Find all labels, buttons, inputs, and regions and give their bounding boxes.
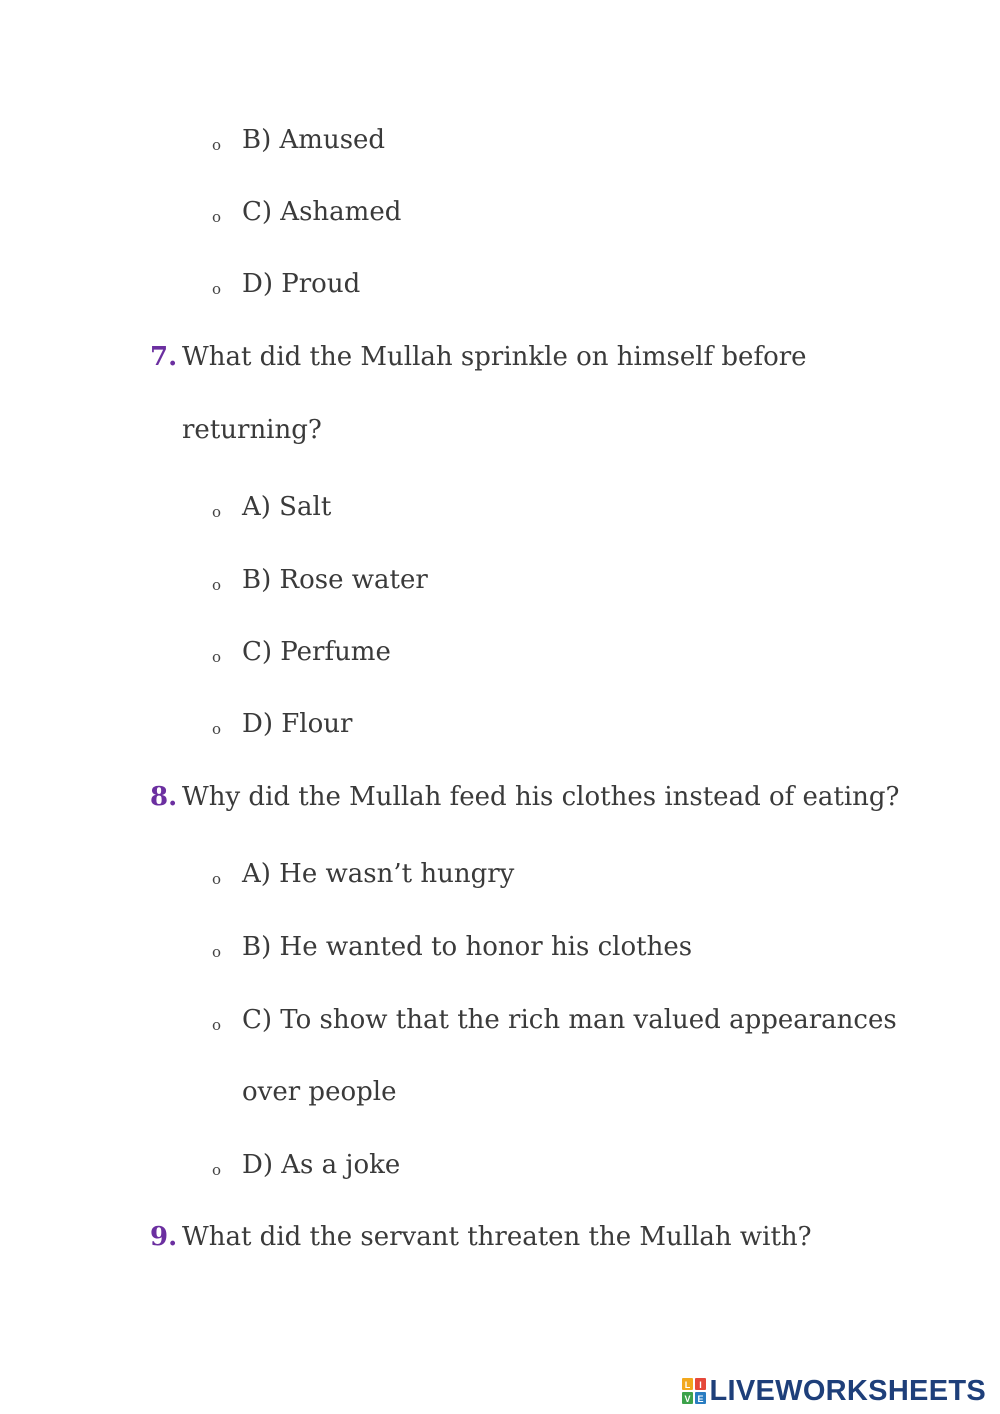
question-7-continuation: returning? — [182, 415, 322, 445]
option-label: B) Amused — [242, 125, 386, 155]
option-label: D) As a joke — [242, 1150, 401, 1180]
option-label: D) Proud — [242, 269, 361, 299]
option-label: A) He wasn’t hungry — [242, 859, 515, 889]
q8-option-a[interactable] — [212, 859, 514, 894]
bullet-icon: o — [212, 576, 222, 594]
bullet-icon: o — [212, 136, 222, 154]
question-number: 7. — [150, 342, 178, 372]
question-text: What did the Mullah sprinkle on himself before — [182, 342, 807, 372]
q8-option-d[interactable] — [212, 1150, 400, 1185]
bullet-icon: o — [212, 208, 222, 226]
question-text: Why did the Mullah feed his clothes instead of eating? — [182, 782, 900, 812]
bullet-icon: o — [212, 870, 222, 888]
bullet-icon: o — [212, 648, 222, 666]
bullet-icon: o — [212, 1161, 222, 1179]
svg-text:V: V — [683, 1394, 691, 1404]
option-label: B) He wanted to honor his clothes — [242, 932, 693, 962]
q8-option-c[interactable] — [212, 1005, 897, 1040]
brand-name: LIVEWORKSHEETS — [709, 1374, 986, 1407]
svg-text:L: L — [684, 1380, 690, 1390]
question-8 — [150, 782, 900, 812]
question-number: 8. — [150, 782, 178, 812]
q8-option-b[interactable] — [212, 932, 692, 967]
q7-option-b[interactable] — [212, 565, 428, 600]
option-label: D) Flour — [242, 709, 353, 739]
q6-option-b[interactable] — [212, 125, 385, 160]
q7-option-c[interactable] — [212, 637, 391, 672]
liveworksheets-logo — [682, 1373, 987, 1409]
option-label: C) Perfume — [242, 637, 391, 667]
bullet-icon: o — [212, 280, 222, 298]
question-9 — [150, 1222, 812, 1252]
option-label: C) Ashamed — [242, 197, 402, 227]
liveworksheets-logo-icon — [682, 1378, 706, 1404]
bullet-icon: o — [212, 720, 222, 738]
svg-text:I: I — [698, 1380, 702, 1390]
q7-option-a[interactable] — [212, 492, 331, 527]
q8-option-c-continuation: over people — [242, 1077, 397, 1107]
svg-text:E: E — [696, 1394, 704, 1404]
question-text: What did the servant threaten the Mullah with? — [182, 1222, 812, 1252]
q6-option-c[interactable] — [212, 197, 401, 232]
question-number: 9. — [150, 1222, 178, 1252]
bullet-icon: o — [212, 943, 222, 961]
bullet-icon: o — [212, 503, 222, 521]
bullet-icon: o — [212, 1016, 222, 1034]
q7-option-d[interactable] — [212, 709, 352, 744]
q6-option-d[interactable] — [212, 269, 360, 304]
option-label: B) Rose water — [242, 565, 428, 595]
question-7 — [150, 342, 807, 372]
option-label: C) To show that the rich man valued appearances — [242, 1005, 897, 1035]
option-label: A) Salt — [242, 492, 332, 522]
